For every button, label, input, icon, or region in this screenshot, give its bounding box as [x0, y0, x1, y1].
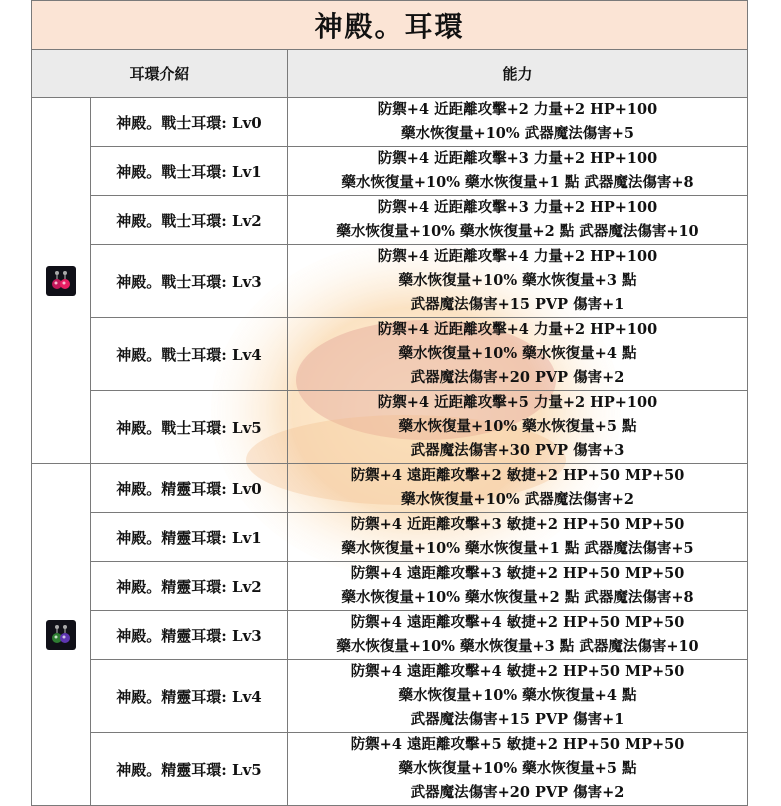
earring-name: 神殿。戰士耳環: Lv1	[91, 147, 288, 196]
table-row	[32, 318, 748, 391]
ability-line: 藥水恢復量+10% 藥水恢復量+5 點	[398, 760, 637, 777]
ability-line: 防禦+4 近距離攻擊+3 敏捷+2 HP+50 MP+50	[350, 516, 685, 533]
earring-name: 神殿。戰士耳環: Lv5	[91, 391, 288, 464]
earring-ability	[288, 660, 748, 733]
earring-name: 神殿。戰士耳環: Lv2	[91, 196, 288, 245]
earring-name: 神殿。精靈耳環: Lv5	[91, 733, 288, 806]
ability-line: 武器魔法傷害+20 PVP 傷害+2	[410, 784, 625, 801]
ability-line: 防禦+4 遠距離攻擊+4 敏捷+2 HP+50 MP+50	[350, 663, 685, 680]
elf-icon-cell	[32, 464, 91, 806]
ability-line: 防禦+4 遠距離攻擊+3 敏捷+2 HP+50 MP+50	[350, 565, 685, 582]
table-row	[32, 147, 748, 196]
earring-sheet	[31, 0, 748, 800]
earring-ability	[288, 318, 748, 391]
table-row	[32, 245, 748, 318]
earring-ability	[288, 733, 748, 806]
ability-line: 藥水恢復量+10% 藥水恢復量+3 點 武器魔法傷害+10	[336, 638, 699, 655]
ability-line: 武器魔法傷害+15 PVP 傷害+1	[410, 711, 625, 728]
earring-ability	[288, 464, 748, 513]
earring-ability	[288, 147, 748, 196]
earring-ability	[288, 196, 748, 245]
earring-table	[31, 0, 748, 806]
ability-line: 藥水恢復量+10% 藥水恢復量+2 點 武器魔法傷害+10	[336, 223, 699, 240]
earring-name: 神殿。戰士耳環: Lv0	[91, 98, 288, 147]
earring-name: 神殿。戰士耳環: Lv3	[91, 245, 288, 318]
ability-line: 防禦+4 近距離攻擊+2 力量+2 HP+100	[377, 101, 658, 118]
table-row	[32, 733, 748, 806]
page-title: 神殿。耳環	[32, 1, 748, 50]
ability-line: 武器魔法傷害+15 PVP 傷害+1	[410, 296, 625, 313]
ability-line: 藥水恢復量+10% 藥水恢復量+5 點	[398, 418, 637, 435]
earring-ability	[288, 98, 748, 147]
earring-red-icon	[46, 266, 76, 296]
header-ability: 能力	[288, 50, 748, 98]
ability-line: 藥水恢復量+10% 藥水恢復量+3 點	[398, 272, 637, 289]
earring-ability	[288, 513, 748, 562]
ability-line: 防禦+4 近距離攻擊+5 力量+2 HP+100	[377, 394, 658, 411]
earring-ability	[288, 562, 748, 611]
header-intro: 耳環介紹	[32, 50, 288, 98]
earring-name: 神殿。精靈耳環: Lv1	[91, 513, 288, 562]
ability-line: 防禦+4 近距離攻擊+4 力量+2 HP+100	[377, 248, 658, 265]
table-row	[32, 98, 748, 147]
ability-line: 防禦+4 近距離攻擊+3 力量+2 HP+100	[377, 199, 658, 216]
earring-ability	[288, 245, 748, 318]
ability-line: 防禦+4 近距離攻擊+4 力量+2 HP+100	[377, 321, 658, 338]
ability-line: 武器魔法傷害+30 PVP 傷害+3	[410, 442, 625, 459]
ability-line: 防禦+4 遠距離攻擊+4 敏捷+2 HP+50 MP+50	[350, 614, 685, 631]
table-row	[32, 391, 748, 464]
earring-name: 神殿。戰士耳環: Lv4	[91, 318, 288, 391]
table-row	[32, 562, 748, 611]
table-row	[32, 196, 748, 245]
table-row	[32, 660, 748, 733]
earring-name: 神殿。精靈耳環: Lv0	[91, 464, 288, 513]
ability-line: 藥水恢復量+10% 武器魔法傷害+5	[401, 125, 634, 142]
ability-line: 防禦+4 遠距離攻擊+5 敏捷+2 HP+50 MP+50	[350, 736, 685, 753]
ability-line: 武器魔法傷害+20 PVP 傷害+2	[410, 369, 625, 386]
ability-line: 藥水恢復量+10% 藥水恢復量+4 點	[398, 687, 637, 704]
ability-line: 藥水恢復量+10% 藥水恢復量+1 點 武器魔法傷害+5	[341, 540, 694, 557]
ability-line: 藥水恢復量+10% 藥水恢復量+1 點 武器魔法傷害+8	[341, 174, 694, 191]
ability-line: 防禦+4 遠距離攻擊+2 敏捷+2 HP+50 MP+50	[350, 467, 685, 484]
ability-line: 藥水恢復量+10% 武器魔法傷害+2	[401, 491, 634, 508]
earring-ability	[288, 611, 748, 660]
table-row	[32, 611, 748, 660]
earring-name: 神殿。精靈耳環: Lv3	[91, 611, 288, 660]
earring-green-icon	[46, 620, 76, 650]
ability-line: 藥水恢復量+10% 藥水恢復量+4 點	[398, 345, 637, 362]
table-row	[32, 513, 748, 562]
earring-ability	[288, 391, 748, 464]
warrior-icon-cell	[32, 98, 91, 464]
ability-line: 藥水恢復量+10% 藥水恢復量+2 點 武器魔法傷害+8	[341, 589, 694, 606]
earring-name: 神殿。精靈耳環: Lv4	[91, 660, 288, 733]
table-row	[32, 464, 748, 513]
ability-line: 防禦+4 近距離攻擊+3 力量+2 HP+100	[377, 150, 658, 167]
earring-name: 神殿。精靈耳環: Lv2	[91, 562, 288, 611]
